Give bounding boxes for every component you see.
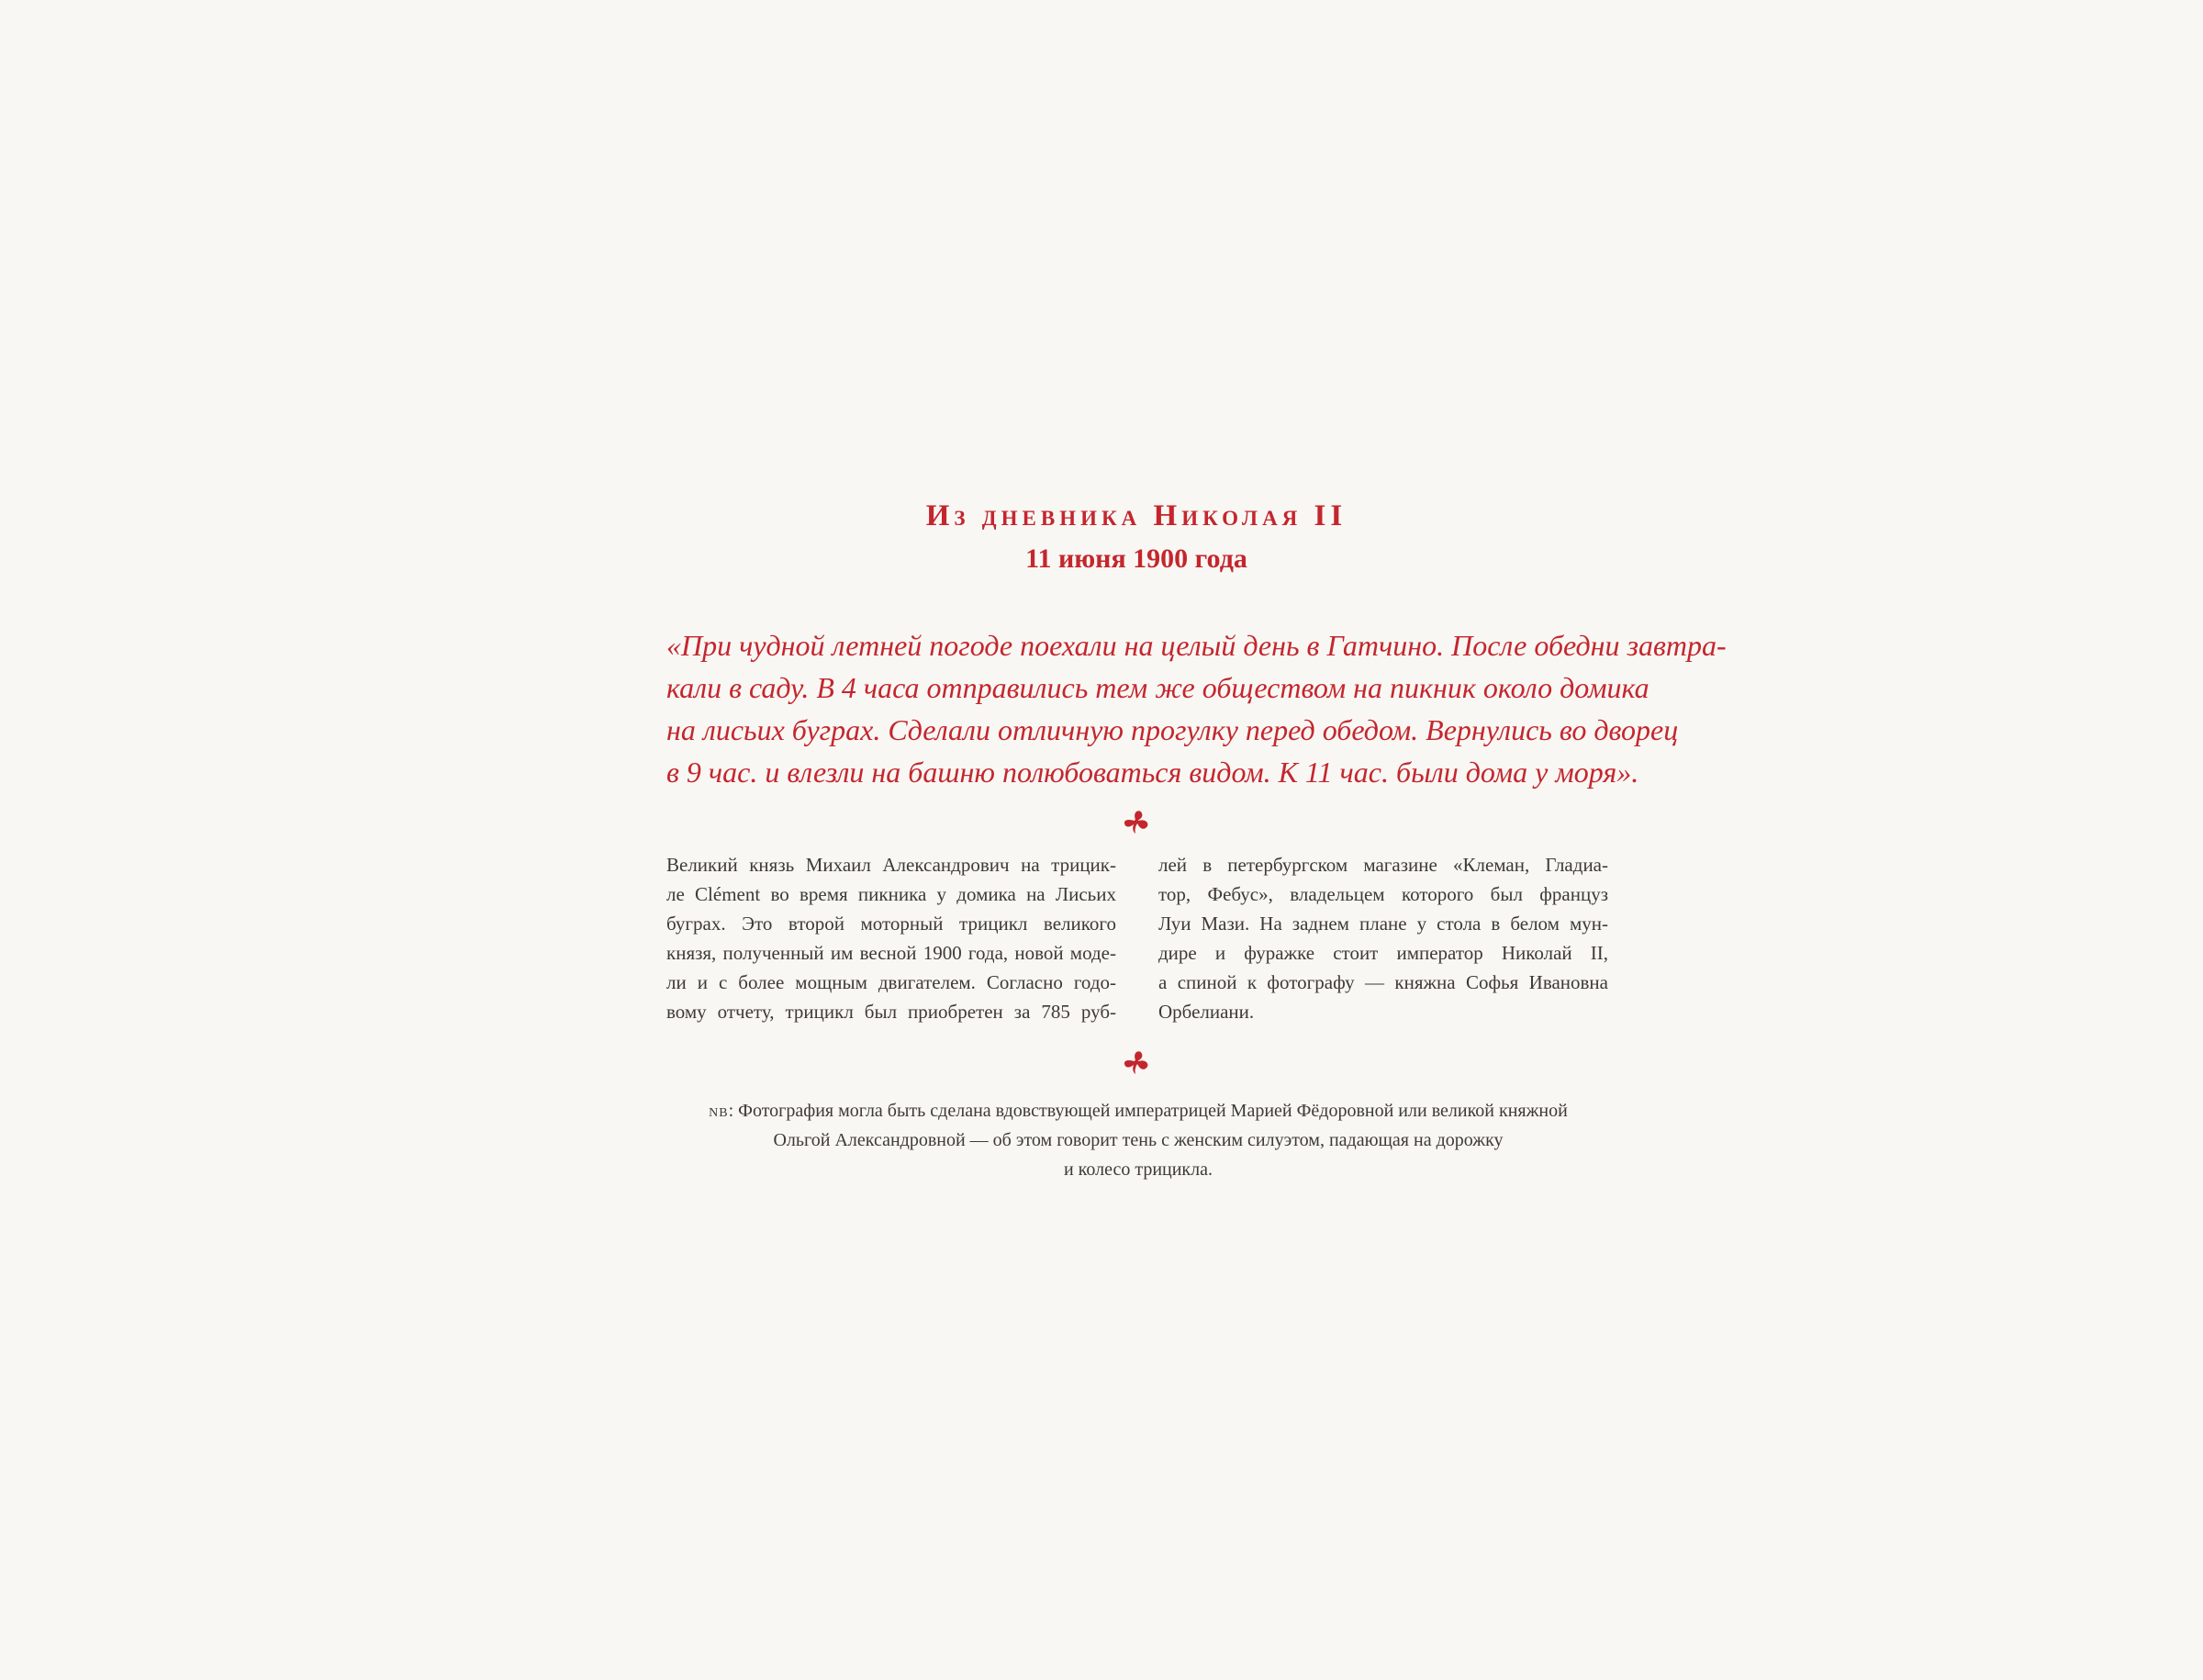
caption-line: вому отчету, трицикл был приобретен за 785 руб- xyxy=(666,1001,1116,1023)
caption-line: а спиной к фотографу — княжна Софья Ивановна xyxy=(1158,971,1608,993)
fleuron-icon xyxy=(1118,1048,1155,1076)
note-line xyxy=(666,1096,1610,1126)
quote-line: на лисьих буграх. Сделали отличную прогулку перед обедом. Вернулись во дворец xyxy=(666,713,1679,746)
caption-line: ле Clément во время пикника у домика на Лисьих xyxy=(666,883,1116,905)
note-label: nb xyxy=(709,1101,729,1121)
caption-line: Луи Мази. На заднем плане у стола в белом мун- xyxy=(1158,913,1608,935)
quote-line: кали в саду. В 4 часа отправились тем же обществом на пикник около домика xyxy=(666,671,1649,704)
caption-line: буграх. Это второй моторный трицикл великого xyxy=(666,913,1116,935)
caption-column-left xyxy=(666,850,1116,1026)
caption-line: Великий князь Михаил Александрович на трицик- xyxy=(666,854,1116,876)
caption-line: ли и с более мощным двигателем. Согласно годо- xyxy=(666,971,1116,993)
note-line: и колесо трицикла. xyxy=(1063,1159,1213,1180)
quote-line: «При чудной летней погоде поехали на целый день в Гатчино. После обедни завтра- xyxy=(666,629,1727,662)
page-title: Из дневника Николая II xyxy=(925,499,1348,532)
diary-quote xyxy=(666,624,1727,793)
caption-column-right xyxy=(1158,850,1608,1026)
page-subtitle-date: 11 июня 1900 года xyxy=(1025,543,1247,574)
caption-line: князя, полученный им весной 1900 года, новой моде- xyxy=(666,942,1116,964)
caption-line: тор, Фебус», владельцем которого был француз xyxy=(1158,883,1608,905)
note-line: Ольгой Александровной — об этом говорит тень с женским силуэтом, падающая на дорожку xyxy=(773,1130,1504,1150)
photo-note xyxy=(666,1096,1610,1184)
caption-line: Орбелиани. xyxy=(1158,1001,1255,1023)
quote-line: в 9 час. и влезли на башню полюбоваться видом. К 11 час. были дома у моря». xyxy=(666,756,1639,789)
caption-line: дире и фуражке стоит император Николай II, xyxy=(1158,942,1608,964)
caption-line: лей в петербургском магазине «Клеман, Гладиа- xyxy=(1158,854,1608,876)
note-text: : Фотография могла быть сделана вдовствующей императрицей Марией Фёдоровной или великой княжной xyxy=(728,1101,1568,1121)
fleuron-icon xyxy=(1118,808,1155,835)
